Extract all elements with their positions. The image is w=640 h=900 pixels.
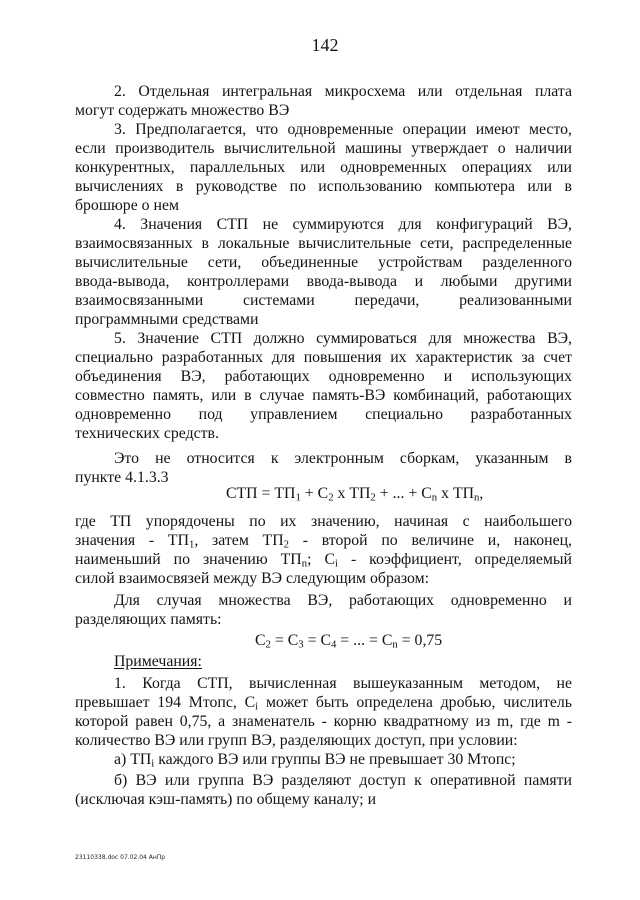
subscript-index: i <box>255 700 259 713</box>
text-line: взаимосвязанными системами передачи, реализованными <box>75 292 572 309</box>
text-run: а) ТП <box>114 751 152 768</box>
subscript-index: n <box>431 491 438 504</box>
text-line <box>75 531 572 550</box>
exception-paragraph <box>75 449 572 487</box>
item-5-paragraph <box>75 329 572 443</box>
text-line: 1. Когда СТП, вычисленная вышеуказанным методом, не <box>114 675 572 692</box>
document-body <box>75 82 572 809</box>
text-line: вычислительные сети, объединенные устройствам разделенного <box>75 254 572 271</box>
formula-coefficients <box>75 631 572 650</box>
text-line: Для случая множества ВЭ, работающих одновременно и <box>114 592 572 609</box>
subscript-index: i <box>151 757 155 770</box>
text-run: значения - ТП <box>75 532 189 549</box>
text-line: разделяющих память: <box>75 611 222 628</box>
formula-text: х ТП <box>437 485 475 502</box>
subscript-index: n <box>392 638 398 651</box>
definition-paragraph <box>75 512 572 588</box>
item-4-paragraph <box>75 215 572 329</box>
text-run: может быть определена дробью, числитель <box>258 694 572 711</box>
text-line: 5. Значение СТП должно суммироваться для множества ВЭ, <box>114 330 572 347</box>
text-line <box>75 550 572 569</box>
page-number: 142 <box>311 35 339 55</box>
subscript-index: 2 <box>283 538 289 551</box>
text-line <box>75 693 572 712</box>
subscript-index: n <box>474 491 480 504</box>
subscript-index: 2 <box>265 638 271 651</box>
formula-text: + ... + С <box>375 485 432 502</box>
text-line: технических средств. <box>75 425 219 442</box>
text-line: (исключая кэш-память) по общему каналу; и <box>75 791 377 808</box>
text-line: которой равен 0,75, а знаменатель - корню квадратному из m, где m - <box>75 713 572 730</box>
shared-memory-paragraph <box>75 591 572 629</box>
text-line: силой взаимосвязей между ВЭ следующим образом: <box>75 570 429 587</box>
formula-text: = 0,75 <box>397 632 443 649</box>
text-run: каждого ВЭ или группы ВЭ не превышает 30 Мтопс; <box>154 751 516 768</box>
text-line: могут содержать множество ВЭ <box>75 102 290 119</box>
text-line: ввода-вывода, контроллерами ввода-вывода и любыми другими <box>75 273 572 290</box>
condition-b-paragraph <box>75 771 572 809</box>
formula-text: х ТП <box>333 485 371 502</box>
text-line: 3. Предполагается, что одновременные операции имеют место, <box>114 121 572 138</box>
text-run: ; С <box>307 551 335 568</box>
text-run: превышает 194 Мтопс, С <box>75 694 256 711</box>
footer-filename: 23110338.doc 07.02.04 АнПр <box>75 854 166 861</box>
subscript-index: 2 <box>370 491 376 504</box>
subscript-index: 3 <box>298 638 304 651</box>
notes-heading-line <box>75 652 572 671</box>
text-run: наименьший по значению ТП <box>75 551 302 568</box>
condition-a-line <box>75 750 572 769</box>
text-line: объединения ВЭ, работающих одновременно и использующих <box>75 368 572 385</box>
text-line: где ТП упорядочены по их значению, начиная с наибольшего <box>75 513 572 530</box>
subscript-index: i <box>335 557 338 570</box>
text-line: Это не относится к электронным сборкам, указанным в <box>114 450 572 467</box>
notes-heading: Примечания: <box>114 653 202 670</box>
item-2-paragraph <box>75 82 572 120</box>
text-line: совместно память, или в случае память-ВЭ комбинаций, работающих <box>75 387 572 404</box>
formula-text: СТП = ТП <box>226 485 296 502</box>
subscript-index: 2 <box>328 491 334 504</box>
text-run: , затем ТП <box>194 532 284 549</box>
text-line: б) ВЭ или группа ВЭ разделяют доступ к оперативной памяти <box>114 772 572 789</box>
text-line: взаимосвязанных в локальные вычислительные сети, распределенные <box>75 235 572 252</box>
text-line: брошюре о нем <box>75 197 179 214</box>
subscript-index: 4 <box>330 638 337 651</box>
formula-text: = С <box>270 632 299 649</box>
subscript-index: 1 <box>295 491 301 504</box>
text-line: 2. Отдельная интегральная микросхема или отдельная плата <box>114 83 572 100</box>
text-line: количество ВЭ или групп ВЭ, разделяющих доступ, при условии: <box>75 732 518 749</box>
formula-text: = С <box>303 632 331 649</box>
formula-text: = ... = С <box>336 632 393 649</box>
text-line: 4. Значения СТП не суммируются для конфигураций ВЭ, <box>114 216 572 233</box>
text-line: программными средствами <box>75 311 259 328</box>
text-run: - второй по величине и, наконец, <box>288 532 572 549</box>
text-line: конкурентных, параллельных или одновременных операциях или <box>75 159 572 176</box>
text-line: специально разработанных для повышения их характеристик за счет <box>75 349 572 366</box>
formula-text: + С <box>300 485 329 502</box>
text-run: - коэффициент, определяемый <box>337 551 573 568</box>
text-line: вычислениях в руководстве по использованию компьютера или в <box>75 178 572 195</box>
text-line: одновременно под управлением специально разработанных <box>75 406 572 423</box>
item-3-paragraph <box>75 120 572 215</box>
formula-text: С <box>255 632 266 649</box>
subscript-index: n <box>301 557 308 570</box>
text-line: если производитель вычислительной машины утверждает о наличии <box>75 140 572 157</box>
text-line: пункте 4.1.3.3 <box>75 469 169 486</box>
note-1-paragraph <box>75 674 572 750</box>
subscript-index: 1 <box>189 538 195 551</box>
formula-text: , <box>479 485 484 502</box>
